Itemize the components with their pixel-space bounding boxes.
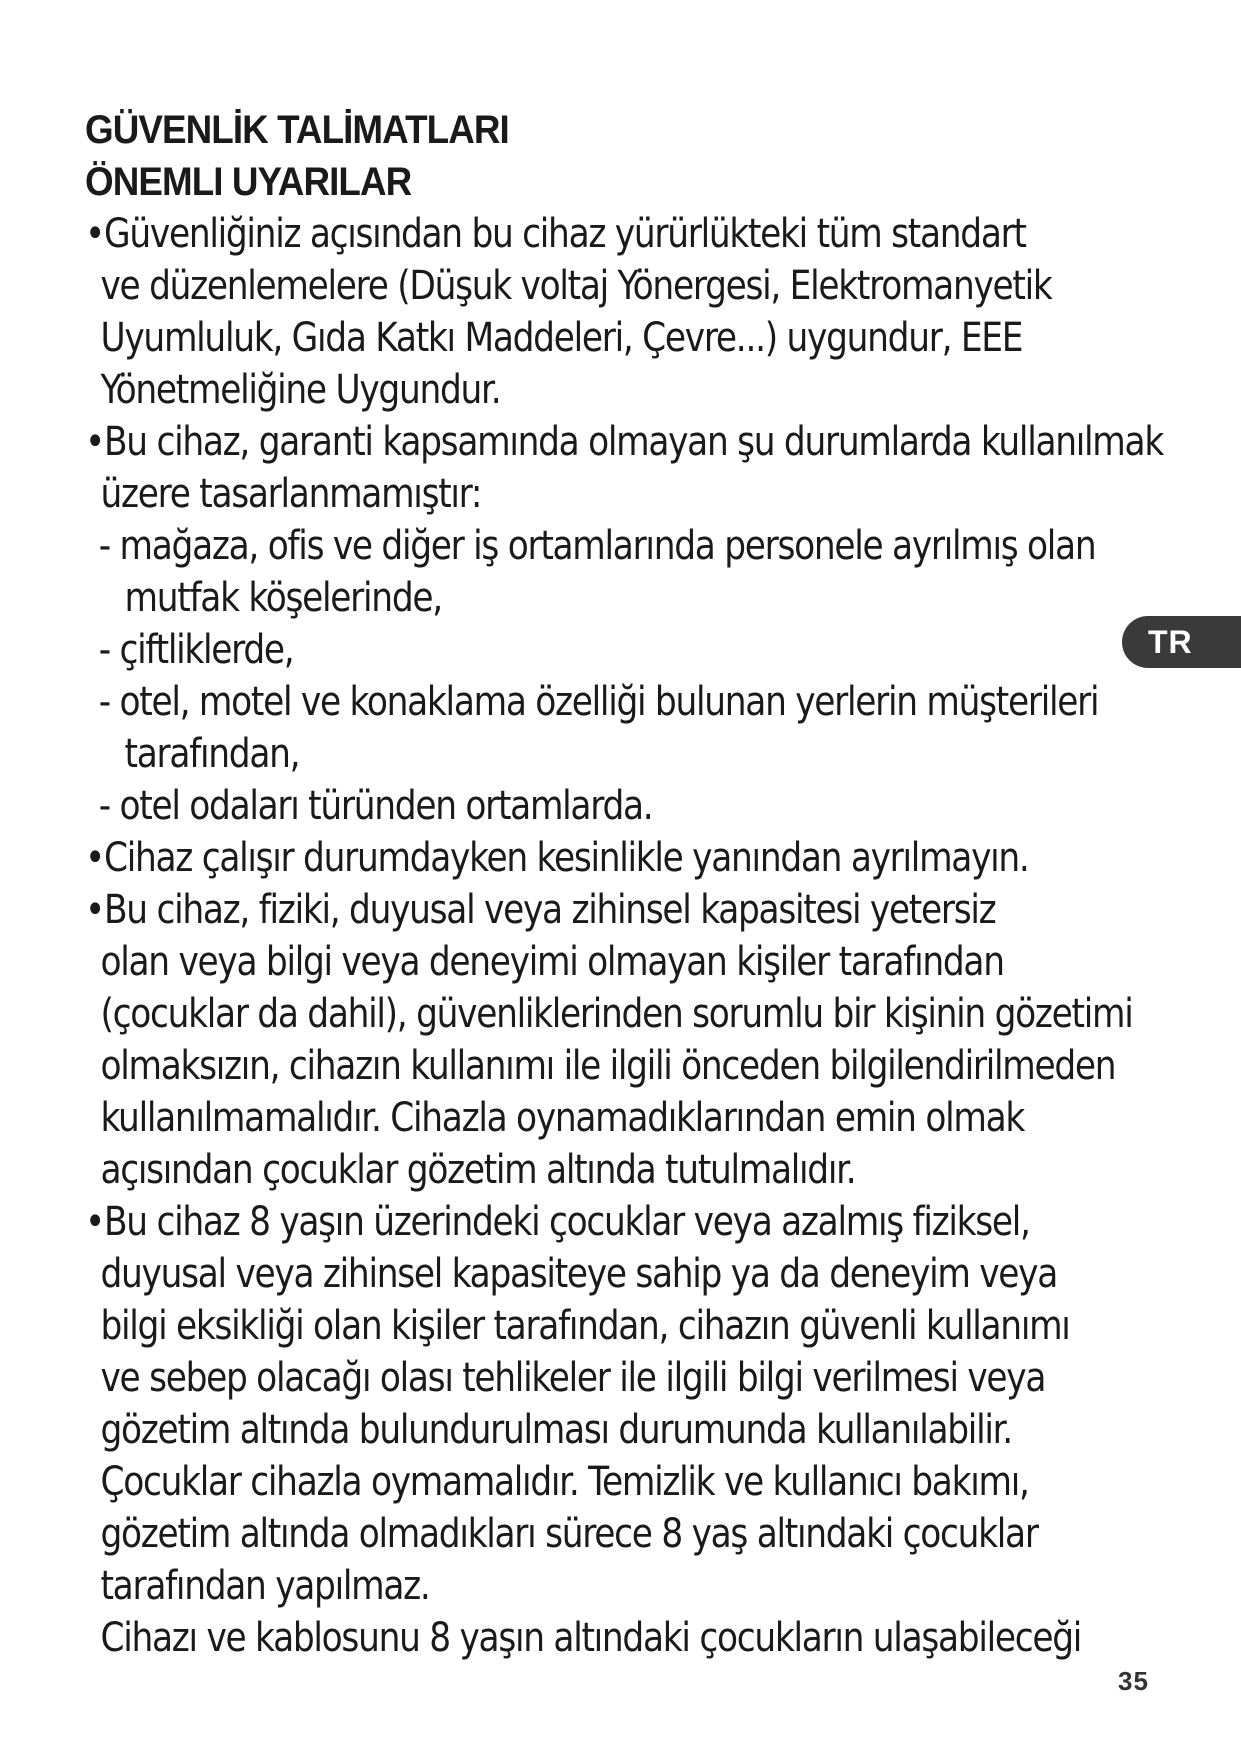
- text-line: •Güvenliğiniz açısından bu cihaz yürürlükteki tüm standart: [85, 211, 1026, 257]
- safety-instructions-text: [85, 208, 1215, 1664]
- text-line: gözetim altında olmadıkları sürece 8 yaş altındaki çocuklar: [100, 1511, 1038, 1557]
- text-line: Uyumluluk, Gıda Katkı Maddeleri, Çevre...) uygundur, EEE: [100, 315, 1023, 361]
- text-line: açısından çocuklar gözetim altında tutulmalıdır.: [100, 1147, 856, 1193]
- page-title: GÜVENLİK TALİMATLARI: [85, 108, 509, 152]
- text-line: •Cihaz çalışır durumdayken kesinlikle yanından ayrılmayın.: [85, 835, 1029, 881]
- text-line: tarafından yapılmaz.: [100, 1563, 430, 1609]
- text-line: ve sebep olacağı olası tehlikeler ile ilgili bilgi verilmesi veya: [100, 1355, 1046, 1401]
- text-line: gözetim altında bulundurulması durumunda kullanılabilir.: [100, 1407, 1012, 1453]
- text-line: •Bu cihaz, fiziki, duyusal veya zihinsel kapasitesi yetersiz: [85, 887, 996, 933]
- text-line: ve düzenlemelere (Düşuk voltaj Yönergesi, Elektromanyetik: [100, 263, 1052, 309]
- text-line: Çocuklar cihazla oymamalıdır. Temizlik ve kullanıcı bakımı,: [100, 1459, 1029, 1505]
- text-line: bilgi eksikliği olan kişiler tarafından, cihazın güvenli kullanımı: [100, 1303, 1070, 1349]
- text-line: olan veya bilgi veya deneyimi olmayan kişiler tarafından: [100, 939, 1004, 985]
- text-line: - otel, motel ve konaklama özelliği bulunan yerlerin müşterileri: [98, 679, 1099, 725]
- text-line: - çiftliklerde,: [98, 627, 294, 673]
- text-line: duyusal veya zihinsel kapasiteye sahip ya da deneyim veya: [100, 1251, 1058, 1297]
- page-subtitle: ÖNEMLI UYARILAR: [85, 160, 412, 204]
- text-line: - otel odaları türünden ortamlarda.: [98, 783, 653, 829]
- text-line: (çocuklar da dahil), güvenliklerinden sorumlu bir kişinin gözetimi: [100, 991, 1133, 1037]
- text-line: •Bu cihaz 8 yaşın üzerindeki çocuklar veya azalmış fiziksel,: [85, 1199, 1030, 1245]
- heading-block: [85, 104, 546, 208]
- page-number: 35: [1118, 1666, 1149, 1696]
- text-line: olmaksızın, cihazın kullanımı ile ilgili önceden bilgilendirilmeden: [100, 1043, 1116, 1089]
- text-line: mutfak köşelerinde,: [124, 575, 442, 621]
- text-line: tarafından,: [124, 731, 300, 777]
- text-line: kullanılmamalıdır. Cihazla oynamadıklarından emin olmak: [100, 1095, 1025, 1141]
- text-line: üzere tasarlanmamıştır:: [100, 471, 482, 517]
- language-badge: TR: [1122, 616, 1241, 668]
- text-line: - mağaza, ofis ve diğer iş ortamlarında personele ayrılmış olan: [98, 523, 1096, 569]
- text-line: •Bu cihaz, garanti kapsamında olmayan şu durumlarda kullanılmak: [85, 419, 1163, 465]
- text-line: Cihazı ve kablosunu 8 yaşın altındaki çocukların ulaşabileceği: [100, 1615, 1082, 1661]
- text-line: Yönetmeliğine Uygundur.: [100, 367, 501, 413]
